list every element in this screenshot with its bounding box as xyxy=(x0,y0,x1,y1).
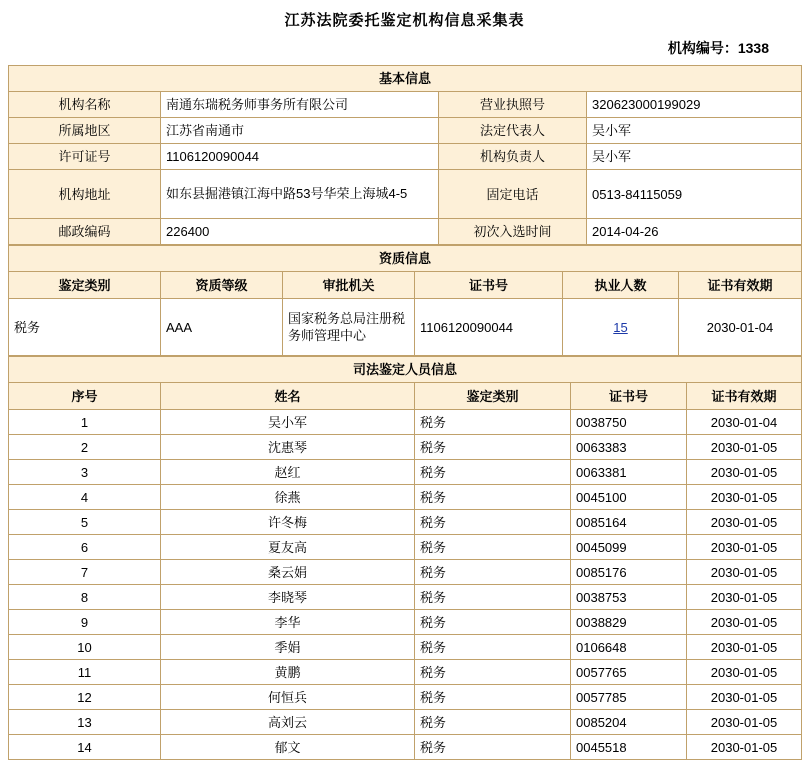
staff-cert-no: 0085204 xyxy=(571,710,687,735)
staff-category: 税务 xyxy=(415,460,571,485)
table-row xyxy=(9,170,802,219)
staff-no: 13 xyxy=(9,710,161,735)
table-row xyxy=(9,535,802,560)
staff-col-valid-until: 证书有效期 xyxy=(687,383,802,410)
table-row xyxy=(9,610,802,635)
qual-level: AAA xyxy=(161,299,283,356)
staff-category: 税务 xyxy=(415,485,571,510)
qual-col-practitioners: 执业人数 xyxy=(563,272,679,299)
legal-rep-value: 吴小军 xyxy=(587,118,802,144)
staff-name: 桑云娟 xyxy=(161,560,415,585)
staff-no: 10 xyxy=(9,635,161,660)
staff-category: 税务 xyxy=(415,585,571,610)
staff-valid-until: 2030-01-05 xyxy=(687,635,802,660)
staff-name: 高刘云 xyxy=(161,710,415,735)
table-row xyxy=(9,635,802,660)
region-value: 江苏省南通市 xyxy=(161,118,439,144)
qual-col-level: 资质等级 xyxy=(161,272,283,299)
staff-cert-no: 0038753 xyxy=(571,585,687,610)
staff-no: 6 xyxy=(9,535,161,560)
staff-valid-until: 2030-01-05 xyxy=(687,610,802,635)
staff-valid-until: 2030-01-05 xyxy=(687,485,802,510)
qual-category: 税务 xyxy=(9,299,161,356)
qual-practitioners-cell xyxy=(563,299,679,356)
qual-col-valid-until: 证书有效期 xyxy=(679,272,802,299)
table-row xyxy=(9,66,802,92)
first-selected-value: 2014-04-26 xyxy=(587,219,802,245)
table-row xyxy=(9,660,802,685)
staff-name: 郁文 xyxy=(161,735,415,760)
table-row xyxy=(9,510,802,535)
table-row xyxy=(9,560,802,585)
staff-cert-no: 0063383 xyxy=(571,435,687,460)
staff-category: 税务 xyxy=(415,685,571,710)
staff-category: 税务 xyxy=(415,610,571,635)
permit-value: 1106120090044 xyxy=(161,144,439,170)
staff-no: 9 xyxy=(9,610,161,635)
table-row xyxy=(9,246,802,272)
permit-label: 许可证号 xyxy=(9,144,161,170)
org-name-value: 南通东瑞税务师事务所有限公司 xyxy=(161,92,439,118)
staff-name: 许冬梅 xyxy=(161,510,415,535)
staff-category: 税务 xyxy=(415,710,571,735)
table-row xyxy=(9,92,802,118)
staff-cert-no: 0106648 xyxy=(571,635,687,660)
org-head-value: 吴小军 xyxy=(587,144,802,170)
staff-name: 夏友高 xyxy=(161,535,415,560)
staff-no: 14 xyxy=(9,735,161,760)
staff-name: 季娟 xyxy=(161,635,415,660)
staff-category: 税务 xyxy=(415,660,571,685)
staff-name: 徐燕 xyxy=(161,485,415,510)
staff-table xyxy=(8,356,802,760)
postcode-label: 邮政编码 xyxy=(9,219,161,245)
staff-cert-no: 0045100 xyxy=(571,485,687,510)
staff-category: 税务 xyxy=(415,410,571,435)
table-row xyxy=(9,585,802,610)
postcode-value: 226400 xyxy=(161,219,439,245)
table-row xyxy=(9,735,802,760)
staff-no: 11 xyxy=(9,660,161,685)
staff-no: 4 xyxy=(9,485,161,510)
staff-cert-no: 0057785 xyxy=(571,685,687,710)
staff-category: 税务 xyxy=(415,535,571,560)
staff-valid-until: 2030-01-05 xyxy=(687,585,802,610)
staff-category: 税务 xyxy=(415,435,571,460)
staff-valid-until: 2030-01-05 xyxy=(687,660,802,685)
table-row xyxy=(9,460,802,485)
legal-rep-label: 法定代表人 xyxy=(439,118,587,144)
staff-name: 李晓琴 xyxy=(161,585,415,610)
staff-cert-no: 0038829 xyxy=(571,610,687,635)
qual-col-authority: 审批机关 xyxy=(283,272,415,299)
table-row xyxy=(9,357,802,383)
staff-valid-until: 2030-01-04 xyxy=(687,410,802,435)
staff-no: 7 xyxy=(9,560,161,585)
staff-col-category: 鉴定类别 xyxy=(415,383,571,410)
staff-category: 税务 xyxy=(415,635,571,660)
page-title: 江苏法院委托鉴定机构信息采集表 xyxy=(284,12,525,29)
first-selected-label: 初次入选时间 xyxy=(439,219,587,245)
qual-col-cert-no: 证书号 xyxy=(415,272,563,299)
org-head-label: 机构负责人 xyxy=(439,144,587,170)
qualification-table xyxy=(8,245,802,356)
staff-valid-until: 2030-01-05 xyxy=(687,535,802,560)
staff-cert-no: 0085176 xyxy=(571,560,687,585)
table-row xyxy=(9,485,802,510)
staff-valid-until: 2030-01-05 xyxy=(687,560,802,585)
org-code-label: 机构编号：1338 xyxy=(667,40,769,56)
license-value: 320623000199029 xyxy=(587,92,802,118)
staff-valid-until: 2030-01-05 xyxy=(687,685,802,710)
section-header-qualification: 资质信息 xyxy=(9,246,802,272)
qual-valid-until: 2030-01-04 xyxy=(679,299,802,356)
table-row xyxy=(9,144,802,170)
staff-valid-until: 2030-01-05 xyxy=(687,460,802,485)
staff-col-name: 姓名 xyxy=(161,383,415,410)
table-row xyxy=(9,685,802,710)
staff-name: 李华 xyxy=(161,610,415,635)
staff-cert-no: 0045099 xyxy=(571,535,687,560)
staff-valid-until: 2030-01-05 xyxy=(687,510,802,535)
staff-valid-until: 2030-01-05 xyxy=(687,435,802,460)
qual-authority: 国家税务总局注册税务师管理中心 xyxy=(283,299,415,356)
region-label: 所属地区 xyxy=(9,118,161,144)
table-header-row xyxy=(9,383,802,410)
staff-no: 12 xyxy=(9,685,161,710)
staff-cert-no: 0085164 xyxy=(571,510,687,535)
address-value: 如东县掘港镇江海中路53号华荣上海城4-5 xyxy=(161,170,439,219)
staff-cert-no: 0038750 xyxy=(571,410,687,435)
staff-name: 何恒兵 xyxy=(161,685,415,710)
section-header-basic: 基本信息 xyxy=(9,66,802,92)
staff-category: 税务 xyxy=(415,560,571,585)
phone-value: 0513-84115059 xyxy=(587,170,802,219)
staff-category: 税务 xyxy=(415,510,571,535)
section-header-staff: 司法鉴定人员信息 xyxy=(9,357,802,383)
practitioners-link[interactable]: 15 xyxy=(613,319,628,335)
phone-label: 固定电话 xyxy=(439,170,587,219)
staff-cert-no: 0045518 xyxy=(571,735,687,760)
table-row xyxy=(9,118,802,144)
staff-no: 8 xyxy=(9,585,161,610)
staff-no: 5 xyxy=(9,510,161,535)
staff-valid-until: 2030-01-05 xyxy=(687,735,802,760)
staff-col-no: 序号 xyxy=(9,383,161,410)
org-name-label: 机构名称 xyxy=(9,92,161,118)
staff-no: 2 xyxy=(9,435,161,460)
qual-col-category: 鉴定类别 xyxy=(9,272,161,299)
qual-cert-no: 1106120090044 xyxy=(415,299,563,356)
staff-name: 黄鹏 xyxy=(161,660,415,685)
staff-cert-no: 0063381 xyxy=(571,460,687,485)
table-row xyxy=(9,219,802,245)
address-label: 机构地址 xyxy=(9,170,161,219)
table-row xyxy=(9,710,802,735)
license-label: 营业执照号 xyxy=(439,92,587,118)
staff-name: 吴小军 xyxy=(161,410,415,435)
table-row xyxy=(9,435,802,460)
staff-no: 1 xyxy=(9,410,161,435)
staff-no: 3 xyxy=(9,460,161,485)
staff-valid-until: 2030-01-05 xyxy=(687,710,802,735)
staff-cert-no: 0057765 xyxy=(571,660,687,685)
staff-name: 赵红 xyxy=(161,460,415,485)
basic-info-table xyxy=(8,65,802,245)
table-row xyxy=(9,410,802,435)
table-row xyxy=(9,299,802,356)
staff-name: 沈惠琴 xyxy=(161,435,415,460)
staff-category: 税务 xyxy=(415,735,571,760)
table-header-row xyxy=(9,272,802,299)
staff-col-cert-no: 证书号 xyxy=(571,383,687,410)
